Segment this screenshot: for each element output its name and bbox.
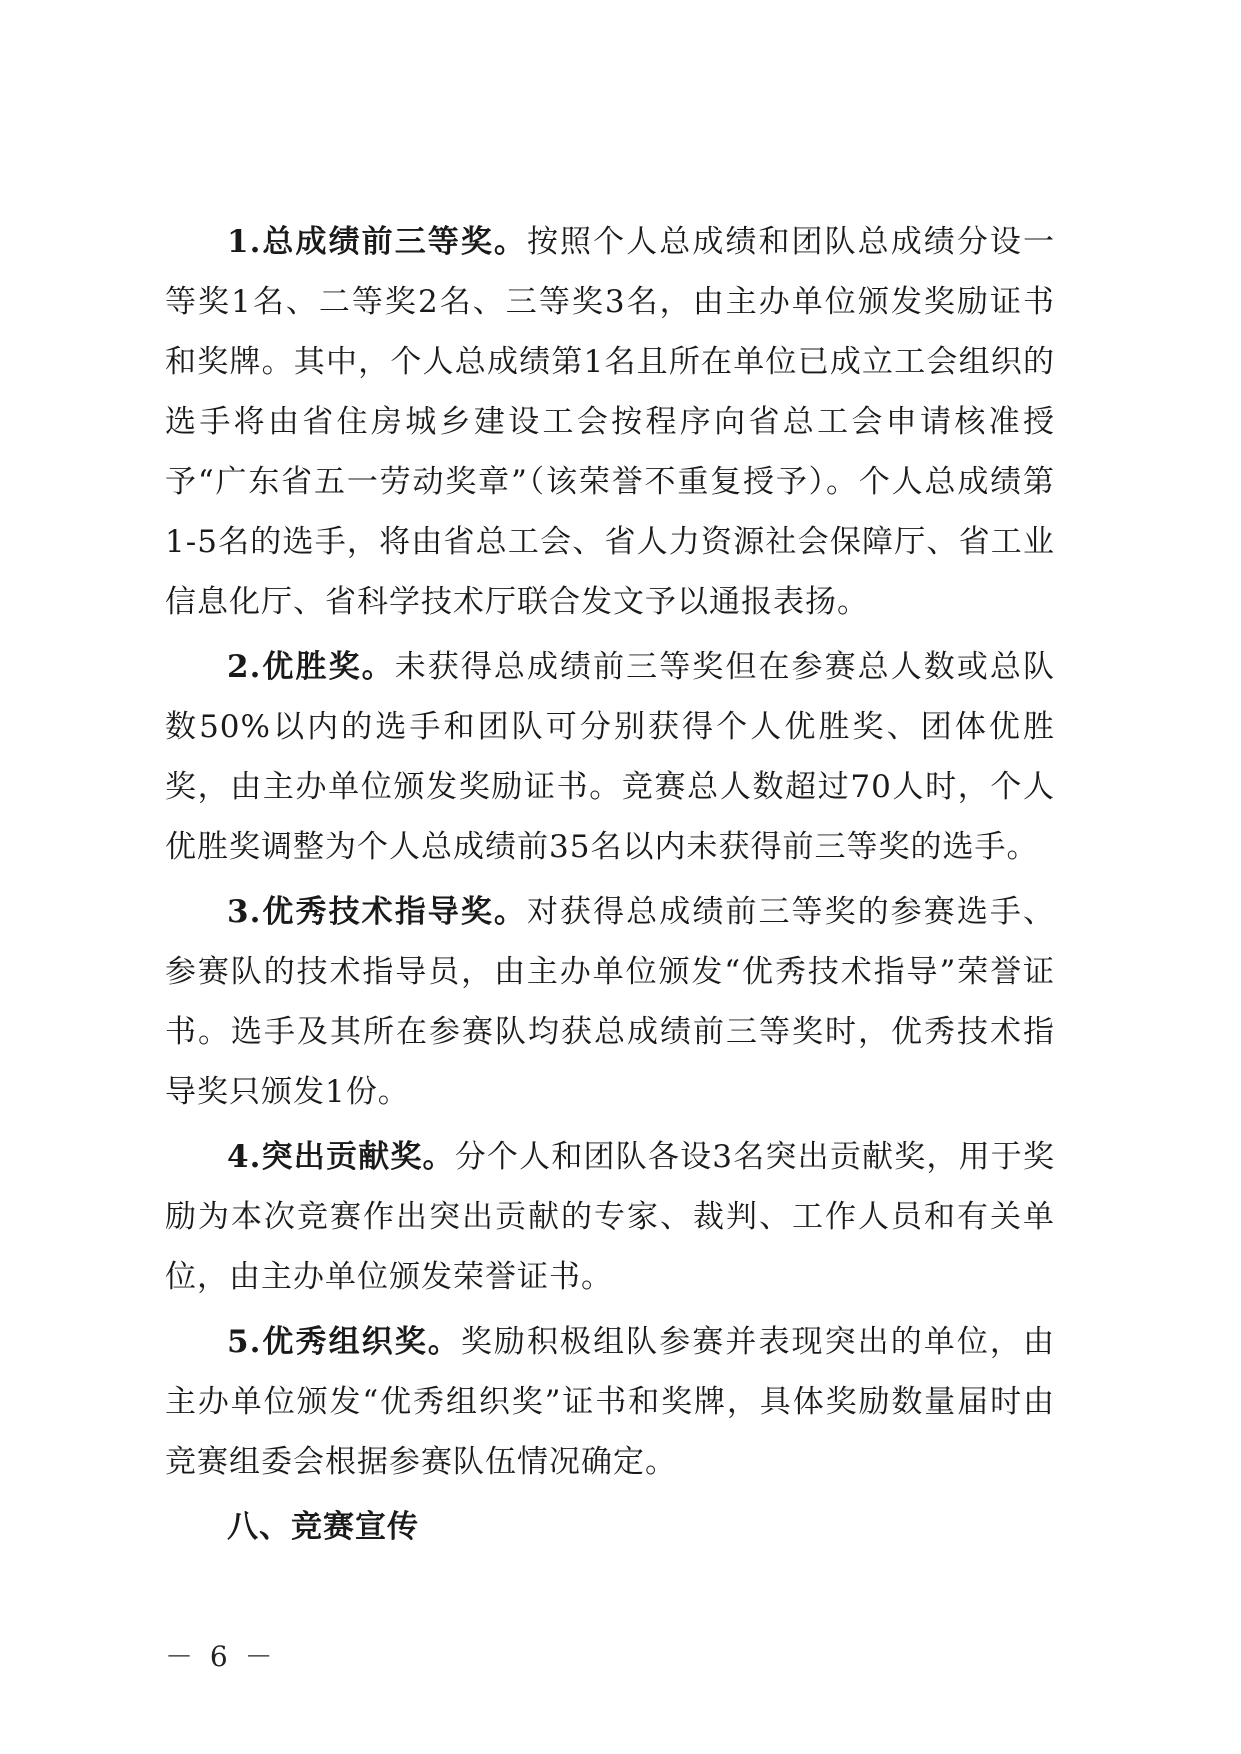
page-number: － 6 － <box>165 1640 277 1673</box>
award-paragraph-5 <box>165 1312 1055 1492</box>
award-title-2: 2.优胜奖。 <box>227 649 395 685</box>
award-title-5: 5.优秀组织奖。 <box>227 1324 461 1360</box>
award-paragraph-3 <box>165 882 1055 1122</box>
award-text-4: 分个人和团队各设3名突出贡献奖，用于奖励为本次竞赛作出突出贡献的专家、裁判、工作人员和有关单位，由主办单位颁发荣誉证书。 <box>165 1139 1055 1295</box>
award-title-3: 3.优秀技术指导奖。 <box>227 894 527 930</box>
section-heading: 八、竞赛宣传 <box>227 1509 419 1545</box>
award-text-1: 按照个人总成绩和团队总成绩分设一等奖1名、二等奖2名、三等奖3名，由主办单位颁发奖励证书和奖牌。其中，个人总成绩第1名且所在单位已成立工会组织的选手将由省住房城乡建设工会按程序向省总工会申请核准授予“广东省五一劳动奖章”（该荣誉不重复授予）。个人总成绩第1-5名的选手，将由省总工会、省人力资源社会保障厅、省工业信息化厅、省科学技术厅联合发文予以通报表扬。 <box>165 224 1055 620</box>
document-body <box>165 212 1055 1557</box>
award-paragraph-1 <box>165 212 1055 632</box>
award-text-3: 对获得总成绩前三等奖的参赛选手、参赛队的技术指导员，由主办单位颁发“优秀技术指导”荣誉证书。选手及其所在参赛队均获总成绩前三等奖时，优秀技术指导奖只颁发1份。 <box>165 894 1055 1110</box>
award-title-1: 1.总成绩前三等奖。 <box>227 224 527 260</box>
award-text-2: 未获得总成绩前三等奖但在参赛总人数或总队数50%以内的选手和团队可分别获得个人优胜奖、团体优胜奖，由主办单位颁发奖励证书。竞赛总人数超过70人时，个人优胜奖调整为个人总成绩前35名以内未获得前三等奖的选手。 <box>165 649 1055 865</box>
award-title-4: 4.突出贡献奖。 <box>227 1139 455 1175</box>
award-text-5: 奖励积极组队参赛并表现突出的单位，由主办单位颁发“优秀组织奖”证书和奖牌，具体奖励数量届时由竞赛组委会根据参赛队伍情况确定。 <box>165 1324 1055 1480</box>
award-paragraph-4 <box>165 1127 1055 1307</box>
award-paragraph-2 <box>165 637 1055 877</box>
